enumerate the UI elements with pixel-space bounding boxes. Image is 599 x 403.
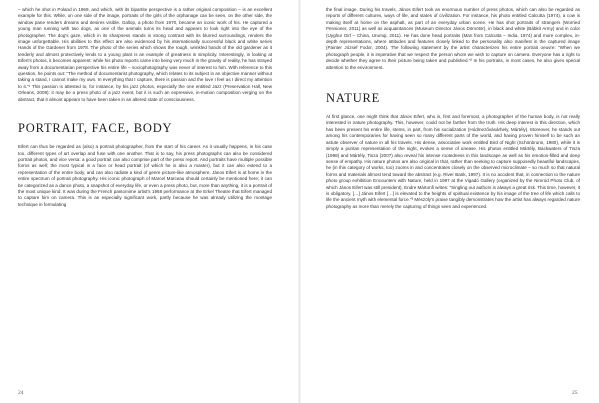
page-number-right: 25	[572, 390, 578, 396]
right-paragraph-bottom: At first glance, one might think that János Eifert, who is, first and foremost, a photographer of the human body, is not really interested in nature photography. This, however, could not be farther from the truth. His deep interest in this direction, which has been present his entire life, stems, in part, from his socialization (Hódmezővásárhely, Mártély). Moreover, he stands out among his contemporaries for having seen so many different parts of the world, and having proven himself to be such an astute observer of nature in all his travels. His dense, associative work entitled Bird of Night (Schönbrunn, 1980), while it is simply a puritan representation of the night, evokes a sense of unease. His photos entitled Mártély, Backwaters of Tisza (1998) and Mártély, Tisza (2007) also reveal his intense rootedness in this landscape as well as his emotion-filled and deep sense of empathy. His nature photos are also original in that, rather than seeking to capture supposedly beautiful landscapes, he (in this category of works, too) zooms in and concentrates closely on the observed microclimate – so much so that natural forms and materials almost tend toward the abstract (e.g. River Bank, 1997). It is no accident that, in connection to the nature photo group exhibition Encounters with Nature, held in 1997 at the Vigadó Gallery (organized by the Nimród Photo Club, of which János Eifert was still president), Endre Mártonfi writes: "Singling out authors is always a great risk. This time, however, it is obligatory. […] János Eifert […] is elevated to the heights of spiritual existence by his image of the tree of life which calls to life the ancient myth with elemental force."³ Mészöly's praise tangibly demonstrates how the artist has always regarded nature photography as more than merely the capturing of things seen and experienced.	[326, 114, 580, 209]
right-page	[326, 7, 580, 210]
page-number-left: 24	[18, 390, 24, 396]
left-paragraph-top: – which he shot in Poland in 1969, and which, with its bipartite perspective is a rather original composition – is an excellent example for this. While, on one side of the image, portraits of the girls of the orphanage can be seen, on the other side, the window pane renders dreams and desires visible. Gallop, a photo from 1970, became an iconic work of his. He captured a young man running with two dogs, as one of the animals turns its head and appears to look right into the eye of the photographer. The dog's gaze, which in its sharpness stands in strong contrast with its blurred surroundings, renders the image unforgettable. His abilities to this effect are also evidenced by his internationally successful black and white series Hands of the Gardener from 1978. The photo of the series which shows the rough, wrinkled hands of the old gardener as it tenderly and almost protectively lends to a young plant is an example of greatness in simplicity. Interestingly, in looking at Eifert's photos, it becomes apparent: while his photo reports came into being very much in the gravity of reality, he has strayed away from a documentarian perspective his entire life – sociophotography was never of interest to him. With reference to this question, he points out: "The method of documentarist photography, which relates to its subject in an objective manner without taking a stand, I cannot make my own. In everything that I capture, there is passion and the love I feel as I direct my attention to it."¹ This passion is attested to, for instance, by his jazz photos, especially the one entitled Jazz (Preservation Hall, New Orleans, 2009): it may be a press photo of a jazz event, but it is such an expressive, in-motion composition verging on the abstract, that it almost appears to have been taken in an altered state of consciousness.	[18, 7, 272, 102]
section-heading-portrait: PORTRAIT, FACE, BODY	[18, 121, 173, 136]
section-heading-nature: NATURE	[326, 91, 381, 106]
left-paragraph-bottom: Eifert can thus be regarded as (also) a portrait photographer, from the start of his career. As it usually happens, in his case too, different types of art overlap and fuse with one another. That is to say, his press photographs can also be considered portrait photos, and vice versa: a good portrait can also comprise part of the press report. And portraits have multiple possible forms as well; the most typical is a face or head portrait (of which he is also a master), but it can also extend to a representation of the entire body, and can also radiate a kind of genre picture-like atmosphere. János Eifert is at home in the entire spectrum of portrait photography. His iconic photograph of Marcel Marceau should certainly be mentioned here; it can be categorized as a dance photo, a snapshot of everyday life, or even a press photo, but, more than anything, it is a portrait of the most unique kind. It was during the French pantomime artist's 1968 performance at the Erkel Theatre that Eifert managed to capture him on camera. This is an especially significant work, partly because he was already utilizing the montage technique in formulating	[18, 144, 272, 207]
right-paragraph-top: the final image. During his travels, János Eifert took an enormous number of press photos, which can also be regarded as reports of different cultures, ways of life, and states of civilization. For instance, his photo entitled Calcutta (1974), a cow is making itself at home on the asphalt, as part of an everyday urban scene. He has shot portraits of strangers (Worried Pensioner, 2011) as well as acquaintances (Museum Director János Dömötör), in black and white (Bábkit Army) and in color (Uyghur Girl – China, Urumqi, 2011). He has done head portraits (Man from Calcutta – India, 1974) and more complex, in-depth representations, where attitudes and features closely linked to the personality also manifest in the captured image (Painter József Fodor, 2004). The following statement by the artist characterizes his entire portrait oeuvre: "When we photograph people, it is imperative that we respect the person whom we wish to capture on camera. Everyone has a right to decide whether they agree to their picture being taken and published."² In his portraits, in most cases, he also gives special attention to the environment.	[326, 7, 580, 70]
book-gutter	[298, 0, 301, 403]
left-page	[18, 7, 272, 208]
